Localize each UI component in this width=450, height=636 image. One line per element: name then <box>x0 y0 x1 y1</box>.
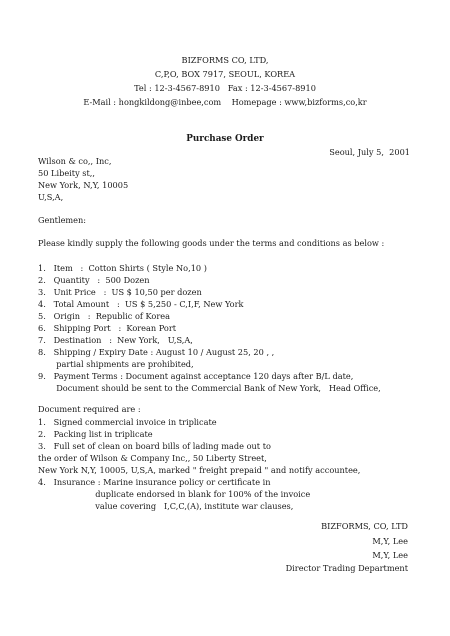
signature-company: BIZFORMS, CO, LTD <box>321 521 408 531</box>
signature-position: Director Trading Department <box>285 563 408 573</box>
term-line: 9. Payment Terms : Document against acceptance 120 days after B/L date, <box>38 371 354 381</box>
addressee-line: New York, N,Y, 10005 <box>38 180 129 190</box>
document-date: Seoul, July 5, 2001 <box>329 147 410 157</box>
salutation: Gentlemen: <box>38 215 87 225</box>
document-line: New York N,Y, 10005, U,S,A, marked " freight prepaid " and notify accountee, <box>38 465 361 475</box>
intro-text: Please kindly supply the following goods under the terms and conditions as below : <box>38 238 385 248</box>
documents-heading: Document required are : <box>38 404 141 414</box>
term-line: 1. Item : Cotton Shirts ( Style No,10 ) <box>38 263 207 273</box>
addressee-line: U,S,A, <box>38 192 64 202</box>
signature-name: M,Y, Lee <box>372 536 408 546</box>
letterhead-phone: Tel : 12-3-4567-8910 Fax : 12-3-4567-8910 <box>134 83 316 93</box>
document-line: 2. Packing list in triplicate <box>38 429 153 439</box>
letterhead-address: C,P,O, BOX 7917, SEOUL, KOREA <box>154 69 296 79</box>
document-line: value covering I,C,C,(A), institute war clauses, <box>38 501 294 511</box>
document-line: 1. Signed commercial invoice in triplicate <box>38 417 217 427</box>
term-line: 8. Shipping / Expiry Date : August 10 / August 25, 20 , , <box>38 347 275 357</box>
addressee-line: 50 Libeity st,, <box>38 168 95 178</box>
document-line: 3. Full set of clean on board bills of lading made out to <box>38 441 271 451</box>
term-line: 5. Origin : Republic of Korea <box>38 311 170 321</box>
term-line: 7. Destination : New York, U,S,A, <box>38 335 193 345</box>
signature-name: M,Y, Lee <box>372 550 408 560</box>
term-line: 4. Total Amount : US $ 5,250 - C,I,F, New York <box>38 299 244 309</box>
term-line: 6. Shipping Port : Korean Port <box>38 323 177 333</box>
addressee-line: Wilson & co,, Inc, <box>38 156 112 166</box>
term-line: partial shipments are prohibited, <box>38 359 194 369</box>
document-line: 4. Insurance : Marine insurance policy or certificate in <box>38 477 271 487</box>
term-line: 2. Quantity : 500 Dozen <box>38 275 150 285</box>
term-line: Document should be sent to the Commercial Bank of New York, Head Office, <box>38 383 381 393</box>
letterhead-company: BIZFORMS CO, LTD, <box>181 55 269 65</box>
letterhead-email: E-Mail : hongkildong@inbee,com Homepage : www,bizforms,co,kr <box>83 97 367 107</box>
document-title: Purchase Order <box>186 134 264 144</box>
document-line: duplicate endorsed in blank for 100% of the invoice <box>38 489 311 499</box>
term-line: 3. Unit Price : US $ 10,50 per dozen <box>38 287 202 297</box>
document-line: the order of Wilson & Company Inc,, 50 Liberty Street, <box>38 453 267 463</box>
